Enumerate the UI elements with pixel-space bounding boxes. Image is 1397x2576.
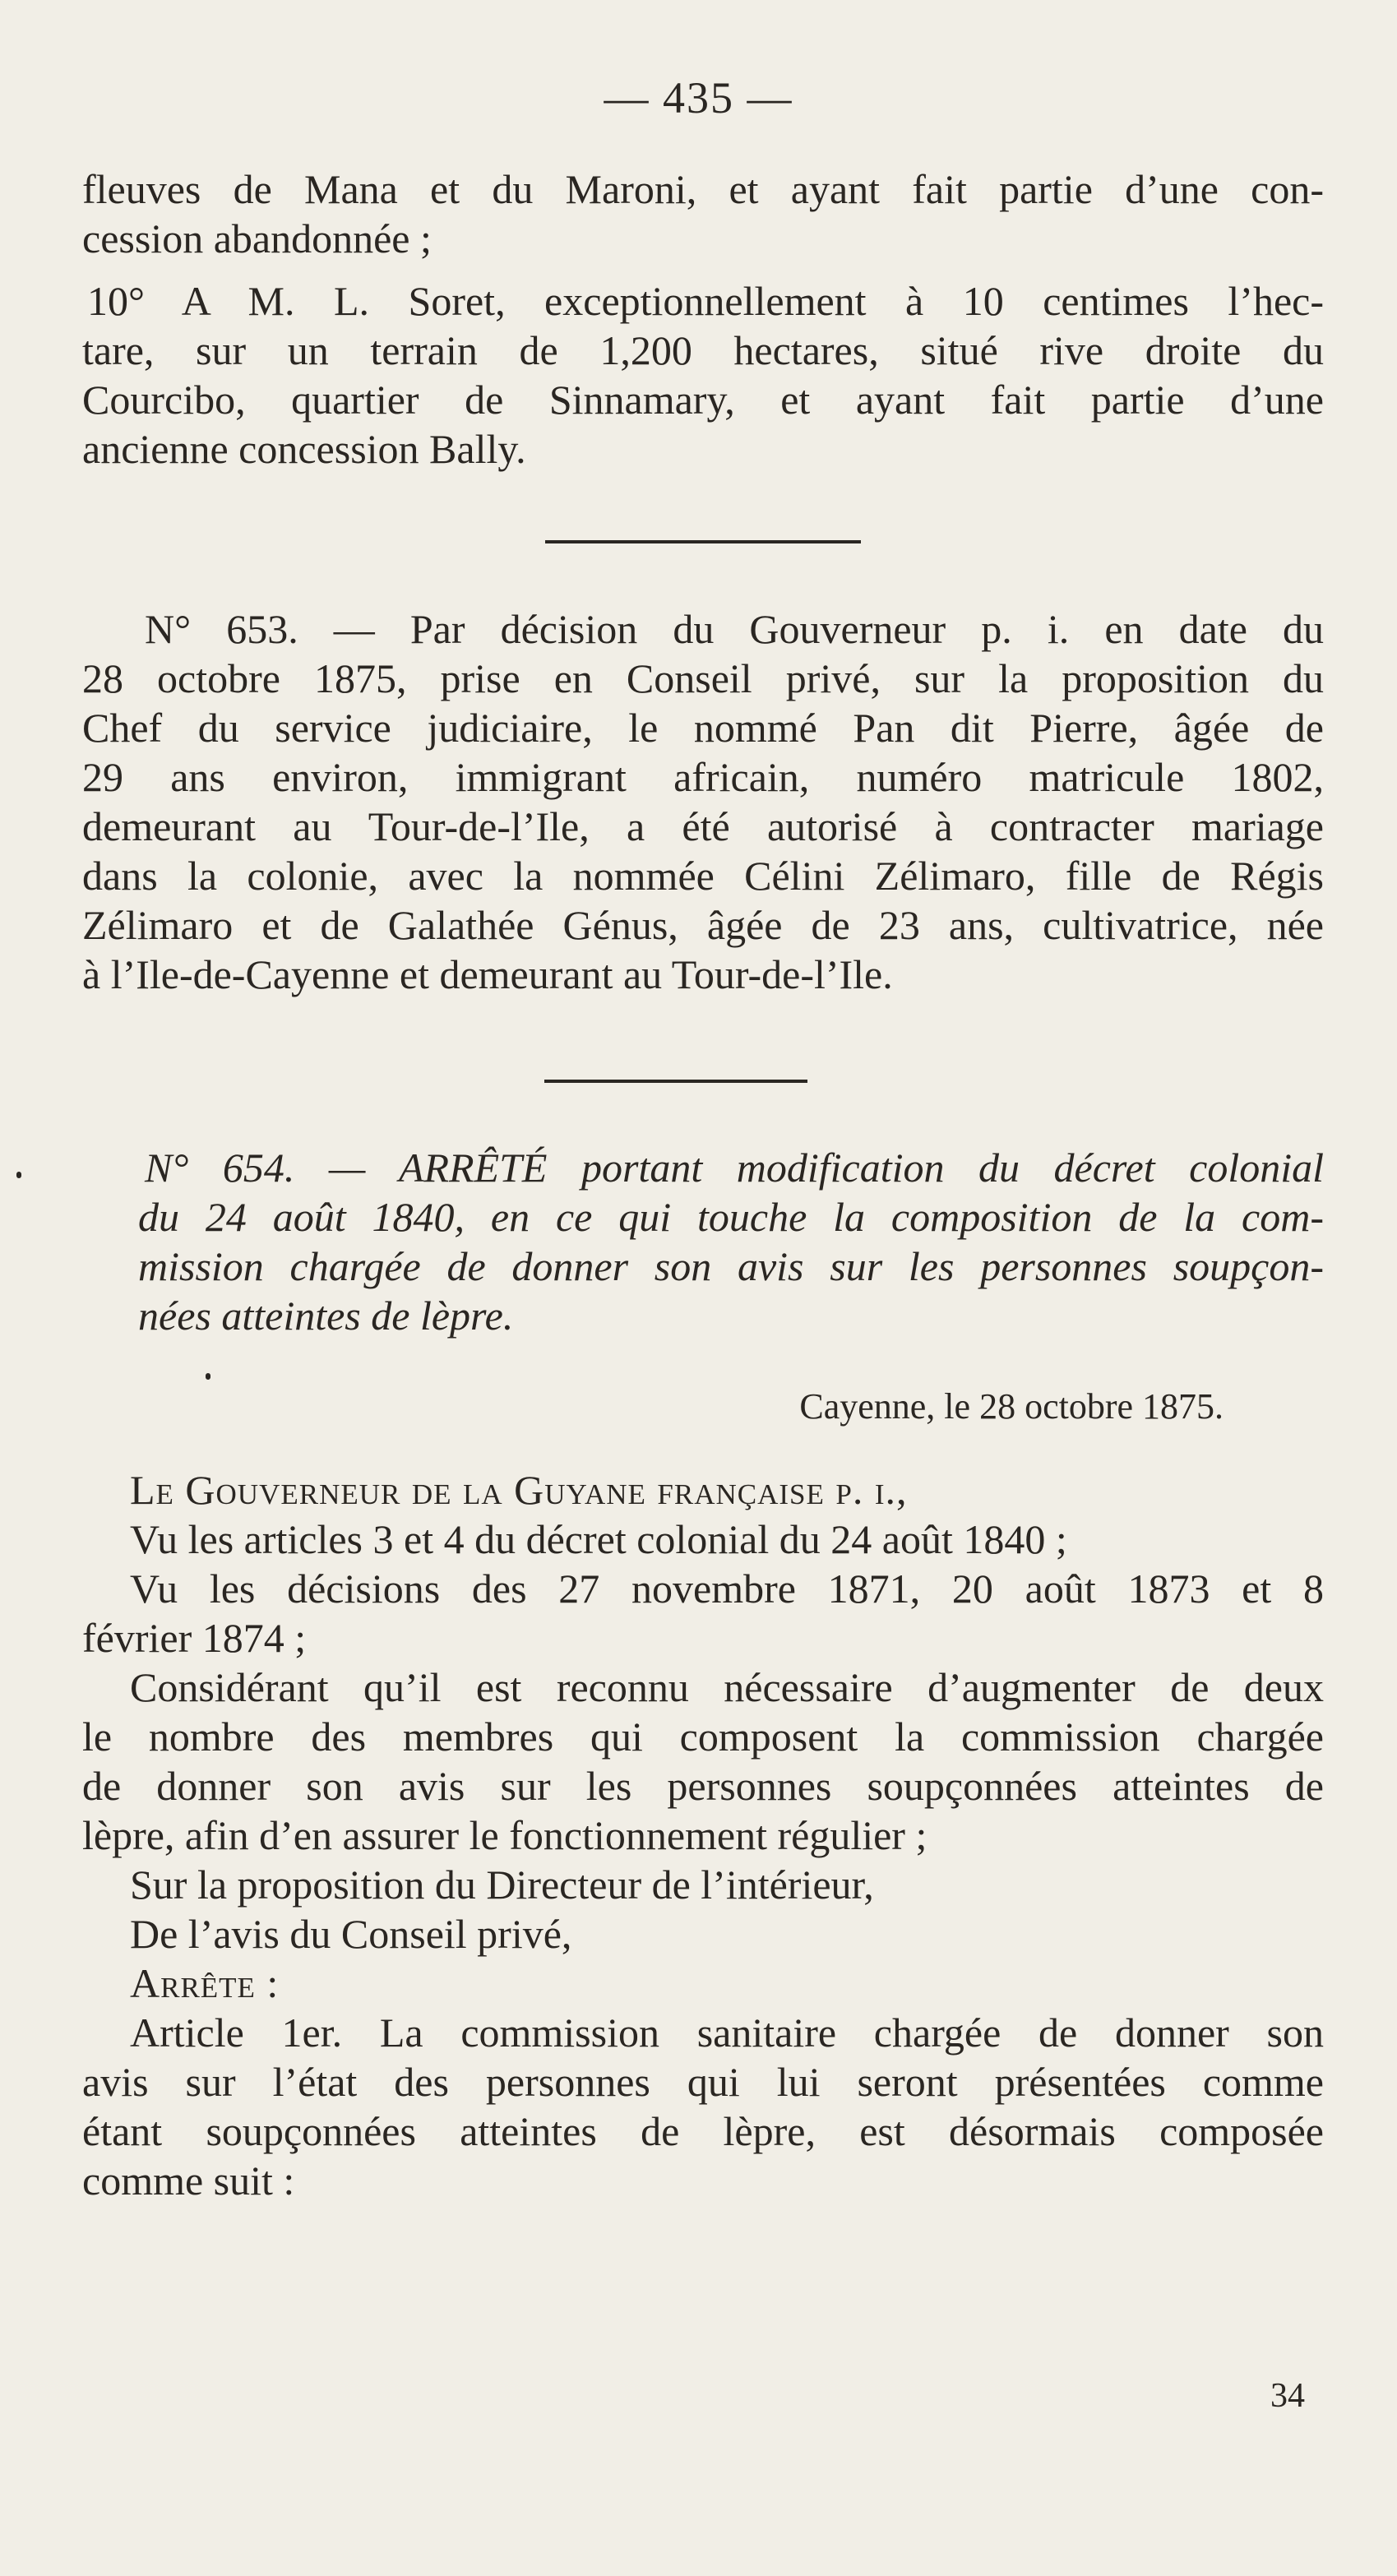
text-line: de donner son avis sur les personnes soupçonnées atteintes de [82, 1763, 1324, 1809]
text-line: Considérant qu’il est reconnu nécessaire d’augmenter de deux [130, 1664, 1324, 1710]
section-divider [544, 1080, 807, 1083]
place-date: Cayenne, le 28 octobre 1875. [799, 1386, 1224, 1427]
text-line: 28 octobre 1875, prise en Conseil privé, sur la proposition du [82, 655, 1324, 701]
text-line: fleuves de Mana et du Maroni, et ayant fait partie d’une con- [82, 166, 1324, 212]
text-line: Article 1er. La commission sanitaire chargée de donner son [130, 2009, 1324, 2056]
text-line: tare, sur un terrain de 1,200 hectares, situé rive droite du [82, 327, 1324, 373]
text-line: Chef du service judiciaire, le nommé Pan dit Pierre, âgée de [82, 705, 1324, 751]
text-line [82, 1465, 1324, 1515]
signature-mark: 34 [1270, 2377, 1305, 2415]
arrete-heading: Arrête : [130, 1960, 280, 2006]
governor-heading: Le Gouverneur de la Guyane française p. i., [130, 1467, 908, 1513]
section-divider [545, 540, 861, 543]
text-line: le nombre des membres qui composent la commission chargée [82, 1713, 1324, 1760]
text-line: Courcibo, quartier de Sinnamary, et ayant fait partie d’une [82, 377, 1324, 423]
text-line: du 24 août 1840, en ce qui touche la composition de la com- [138, 1194, 1324, 1240]
text-line: à l’Ile-de-Cayenne et demeurant au Tour-de-l’Ile. [82, 951, 893, 997]
text-line: février 1874 ; [82, 1615, 307, 1661]
text-line: nées atteintes de lèpre. [138, 1293, 514, 1339]
text-line: mission chargée de donner son avis sur les personnes soupçon- [138, 1243, 1324, 1289]
paragraph-rivers [82, 164, 1324, 263]
text-line: dans la colonie, avec la nommée Célini Zélimaro, fille de Régis [82, 853, 1324, 899]
text-line: lèpre, afin d’en assurer le fonctionnement régulier ; [82, 1812, 927, 1858]
paragraph-item-10 [82, 276, 1324, 474]
page-number: — 435 — [604, 73, 793, 123]
text-line: N° 654. — ARRÊTÉ portant modification du décret colonial [145, 1145, 1324, 1191]
text-line: Zélimaro et de Galathée Génus, âgée de 23 ans, cultivatrice, née [82, 902, 1324, 948]
text-line: Sur la proposition du Directeur de l’intérieur, [130, 1861, 874, 1908]
text-line: cession abandonnée ; [82, 215, 432, 261]
text-line: N° 653. — Par décision du Gouverneur p. i. en date du [145, 606, 1324, 652]
text-line: ancienne concession Bally. [82, 426, 526, 472]
text-line: demeurant au Tour-de-l’Ile, a été autorisé à contracter mariage [82, 803, 1324, 849]
text-line: Vu les articles 3 et 4 du décret colonial du 24 août 1840 ; [130, 1516, 1067, 1562]
text-line [82, 1959, 1324, 2008]
text-line: comme suit : [82, 2157, 295, 2204]
text-line: Vu les décisions des 27 novembre 1871, 20 août 1873 et 8 [130, 1565, 1324, 1612]
decree-title [82, 1143, 1324, 1340]
text-line: 29 ans environ, immigrant africain, numéro matricule 1802, [82, 754, 1324, 800]
text-line: étant soupçonnées atteintes de lèpre, est désormais composée [82, 2108, 1324, 2154]
ink-speck [206, 1373, 210, 1380]
paragraph-item-653 [82, 604, 1324, 999]
text-line: avis sur l’état des personnes qui lui seront présentées comme [82, 2059, 1324, 2105]
decree-body [82, 1465, 1324, 2205]
text-line: 10° A M. L. Soret, exceptionnellement à 10 centimes l’hec- [87, 278, 1324, 324]
ink-speck [16, 1172, 21, 1178]
text-line: De l’avis du Conseil privé, [130, 1911, 572, 1957]
